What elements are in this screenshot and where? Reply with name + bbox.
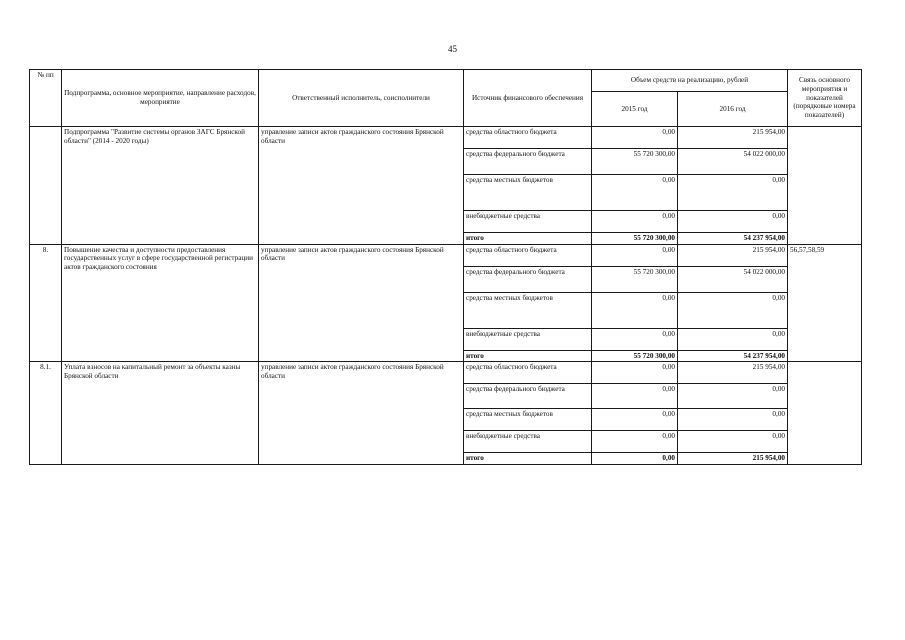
row-number: 8.1.	[30, 362, 62, 465]
header-2016: 2016 год	[678, 92, 788, 127]
value-2016: 0,00	[678, 409, 788, 431]
value-2015: 55 720 300,00	[592, 149, 678, 175]
header-program: Подпрограмма, основное мероприятие, направление расходов, мероприятие	[62, 70, 259, 127]
header-link: Связь основного мероприятия и показателей (порядковые номера показателей)	[788, 70, 862, 127]
value-2015: 0,00	[592, 127, 678, 149]
value-2015: 0,00	[592, 431, 678, 453]
value-2015: 0,00	[592, 384, 678, 409]
value-2016: 215 954,00	[678, 453, 788, 465]
source-cell: средства федерального бюджета	[464, 384, 592, 409]
program-name: Уплата взносов на капитальный ремонт за объекты казны Брянской области	[62, 362, 259, 465]
executor-name: управление записи актов гражданского состояния Брянской области	[259, 362, 464, 465]
table-row	[30, 127, 862, 149]
indicator-link: 56,57,58,59	[788, 244, 862, 362]
value-2015: 55 720 300,00	[592, 266, 678, 292]
source-cell: итого	[464, 233, 592, 245]
header-executor: Ответственный исполнитель, соисполнители	[259, 70, 464, 127]
value-2015: 0,00	[592, 453, 678, 465]
source-cell: средства местных бюджетов	[464, 292, 592, 328]
executor-name: управление записи актов гражданского состояния Брянской области	[259, 244, 464, 362]
page-number: 45	[448, 44, 457, 54]
table-row	[30, 244, 862, 266]
value-2016: 215 954,00	[678, 244, 788, 266]
value-2015: 55 720 300,00	[592, 350, 678, 362]
value-2015: 0,00	[592, 409, 678, 431]
header-2015: 2015 год	[592, 92, 678, 127]
source-cell: средства областного бюджета	[464, 244, 592, 266]
value-2016: 0,00	[678, 328, 788, 350]
table-row	[30, 362, 862, 384]
executor-name: управление записи актов гражданского состояния Брянской области	[259, 127, 464, 245]
value-2016: 54 237 954,00	[678, 233, 788, 245]
value-2015: 0,00	[592, 175, 678, 211]
value-2015: 55 720 300,00	[592, 233, 678, 245]
source-cell: средства федерального бюджета	[464, 266, 592, 292]
value-2015: 0,00	[592, 292, 678, 328]
source-cell: итого	[464, 350, 592, 362]
value-2015: 0,00	[592, 211, 678, 233]
value-2016: 0,00	[678, 384, 788, 409]
value-2016: 54 237 954,00	[678, 350, 788, 362]
value-2016: 54 022 000,00	[678, 266, 788, 292]
indicator-link	[788, 127, 862, 245]
value-2015: 0,00	[592, 328, 678, 350]
row-number	[30, 127, 62, 245]
header-no: № пп	[30, 70, 62, 127]
source-cell: средства областного бюджета	[464, 127, 592, 149]
source-cell: внебюджетные средства	[464, 431, 592, 453]
value-2016: 215 954,00	[678, 362, 788, 384]
program-name: Подпрограмма "Развитие системы органов ЗАГС Брянской области" (2014 - 2020 годы)	[62, 127, 259, 245]
value-2016: 0,00	[678, 431, 788, 453]
row-number: 8.	[30, 244, 62, 362]
value-2016: 0,00	[678, 211, 788, 233]
value-2015: 0,00	[592, 244, 678, 266]
source-cell: итого	[464, 453, 592, 465]
source-cell: средства местных бюджетов	[464, 175, 592, 211]
source-cell: средства областного бюджета	[464, 362, 592, 384]
source-cell: внебюджетные средства	[464, 211, 592, 233]
value-2016: 0,00	[678, 175, 788, 211]
source-cell: внебюджетные средства	[464, 328, 592, 350]
source-cell: средства местных бюджетов	[464, 409, 592, 431]
program-name: Повышение качества и доступности предоставления государственных услуг в сфере государственной регистрации актов гражданского состояния	[62, 244, 259, 362]
value-2016: 0,00	[678, 292, 788, 328]
value-2016: 54 022 000,00	[678, 149, 788, 175]
budget-table	[29, 69, 862, 465]
source-cell: средства федерального бюджета	[464, 149, 592, 175]
header-volume: Объем средств на реализацию, рублей	[592, 70, 788, 92]
indicator-link	[788, 362, 862, 465]
value-2015: 0,00	[592, 362, 678, 384]
value-2016: 215 954,00	[678, 127, 788, 149]
header-source: Источник финансового обеспечения	[464, 70, 592, 127]
